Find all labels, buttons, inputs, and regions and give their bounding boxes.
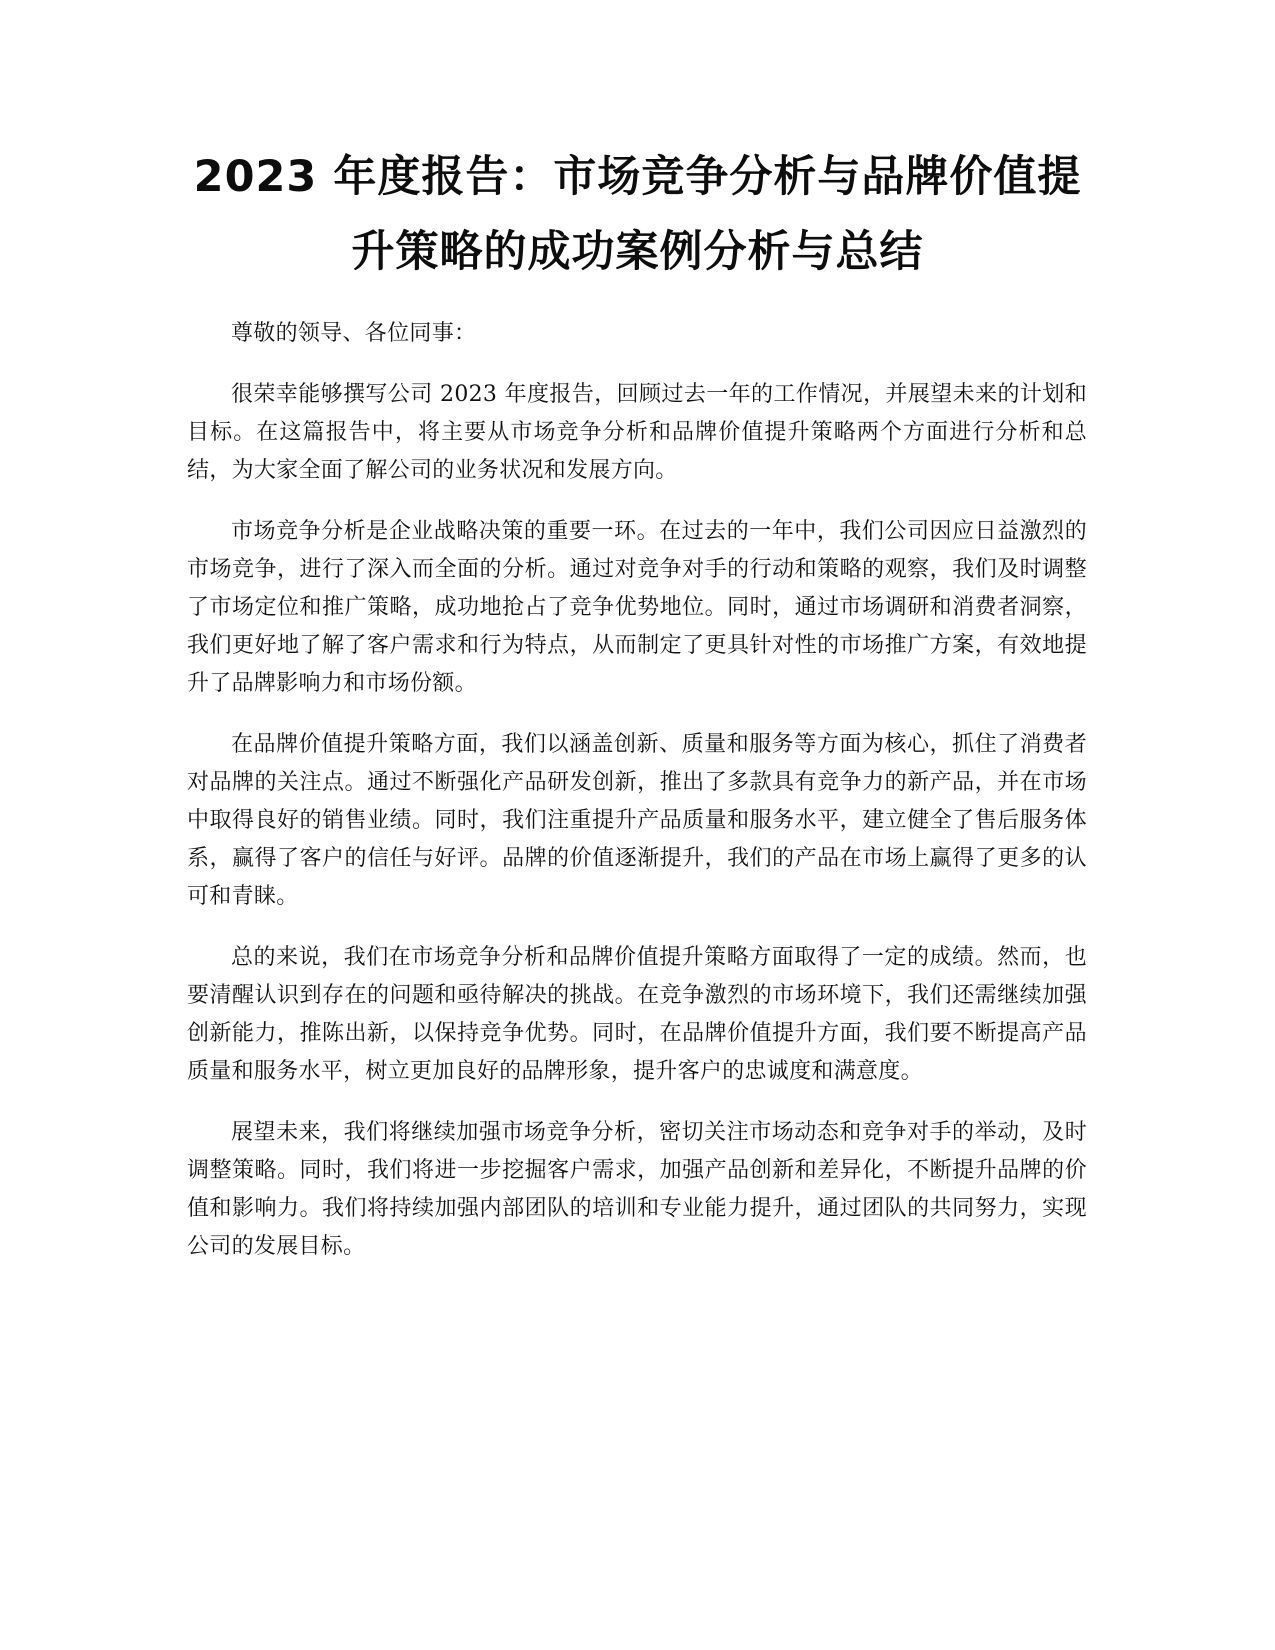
paragraph-intro: 很荣幸能够撰写公司 2023 年度报告，回顾过去一年的工作情况，并展望未来的计划和目标。在这篇报告中，将主要从市场竞争分析和品牌价值提升策略两个方面进行分析和总结，为大家全面了解公司的业务状况和发展方向。 xyxy=(187,382,1087,483)
paragraph-brand-strategy: 在品牌价值提升策略方面，我们以涵盖创新、质量和服务等方面为核心，抓住了消费者对品牌的关注点。通过不断强化产品研发创新，推出了多款具有竞争力的新产品，并在市场中取得良好的销售业绩。同时，我们注重提升产品质量和服务水平，建立健全了售后服务体系，赢得了客户的信任与好评。品牌的价值逐渐提升，我们的产品在市场上赢得了更多的认可和青睐。 xyxy=(187,732,1087,909)
document-body xyxy=(187,315,1087,1289)
paragraph-summary: 总的来说，我们在市场竞争分析和品牌价值提升策略方面取得了一定的成绩。然而，也要清醒认识到存在的问题和亟待解决的挑战。在竞争激烈的市场环境下，我们还需继续加强创新能力，推陈出新，以保持竞争优势。同时，在品牌价值提升方面，我们要不断提高产品质量和服务水平，树立更加良好的品牌形象，提升客户的忠诚度和满意度。 xyxy=(187,945,1087,1084)
paragraph-outlook: 展望未来，我们将继续加强市场竞争分析，密切关注市场动态和竞争对手的举动，及时调整策略。同时，我们将进一步挖掘客户需求，加强产品创新和差异化，不断提升品牌的价值和影响力。我们将持续加强内部团队的培训和专业能力提升，通过团队的共同努力，实现公司的发展目标。 xyxy=(187,1120,1087,1259)
paragraph-market-analysis: 市场竞争分析是企业战略决策的重要一环。在过去的一年中，我们公司因应日益激烈的市场竞争，进行了深入而全面的分析。通过对竞争对手的行动和策略的观察，我们及时调整了市场定位和推广策略，成功地抢占了竞争优势地位。同时，通过市场调研和消费者洞察，我们更好地了解了客户需求和行为特点，从而制定了更具针对性的市场推广方案，有效地提升了品牌影响力和市场份额。 xyxy=(187,519,1087,696)
greeting: 尊敬的领导、各位同事： xyxy=(231,321,477,346)
document-title xyxy=(170,140,1105,290)
title-line-2: 升策略的成功案例分析与总结 xyxy=(351,227,924,277)
title-line-1: 2023 年度报告：市场竞争分析与品牌价值提 xyxy=(193,152,1082,202)
